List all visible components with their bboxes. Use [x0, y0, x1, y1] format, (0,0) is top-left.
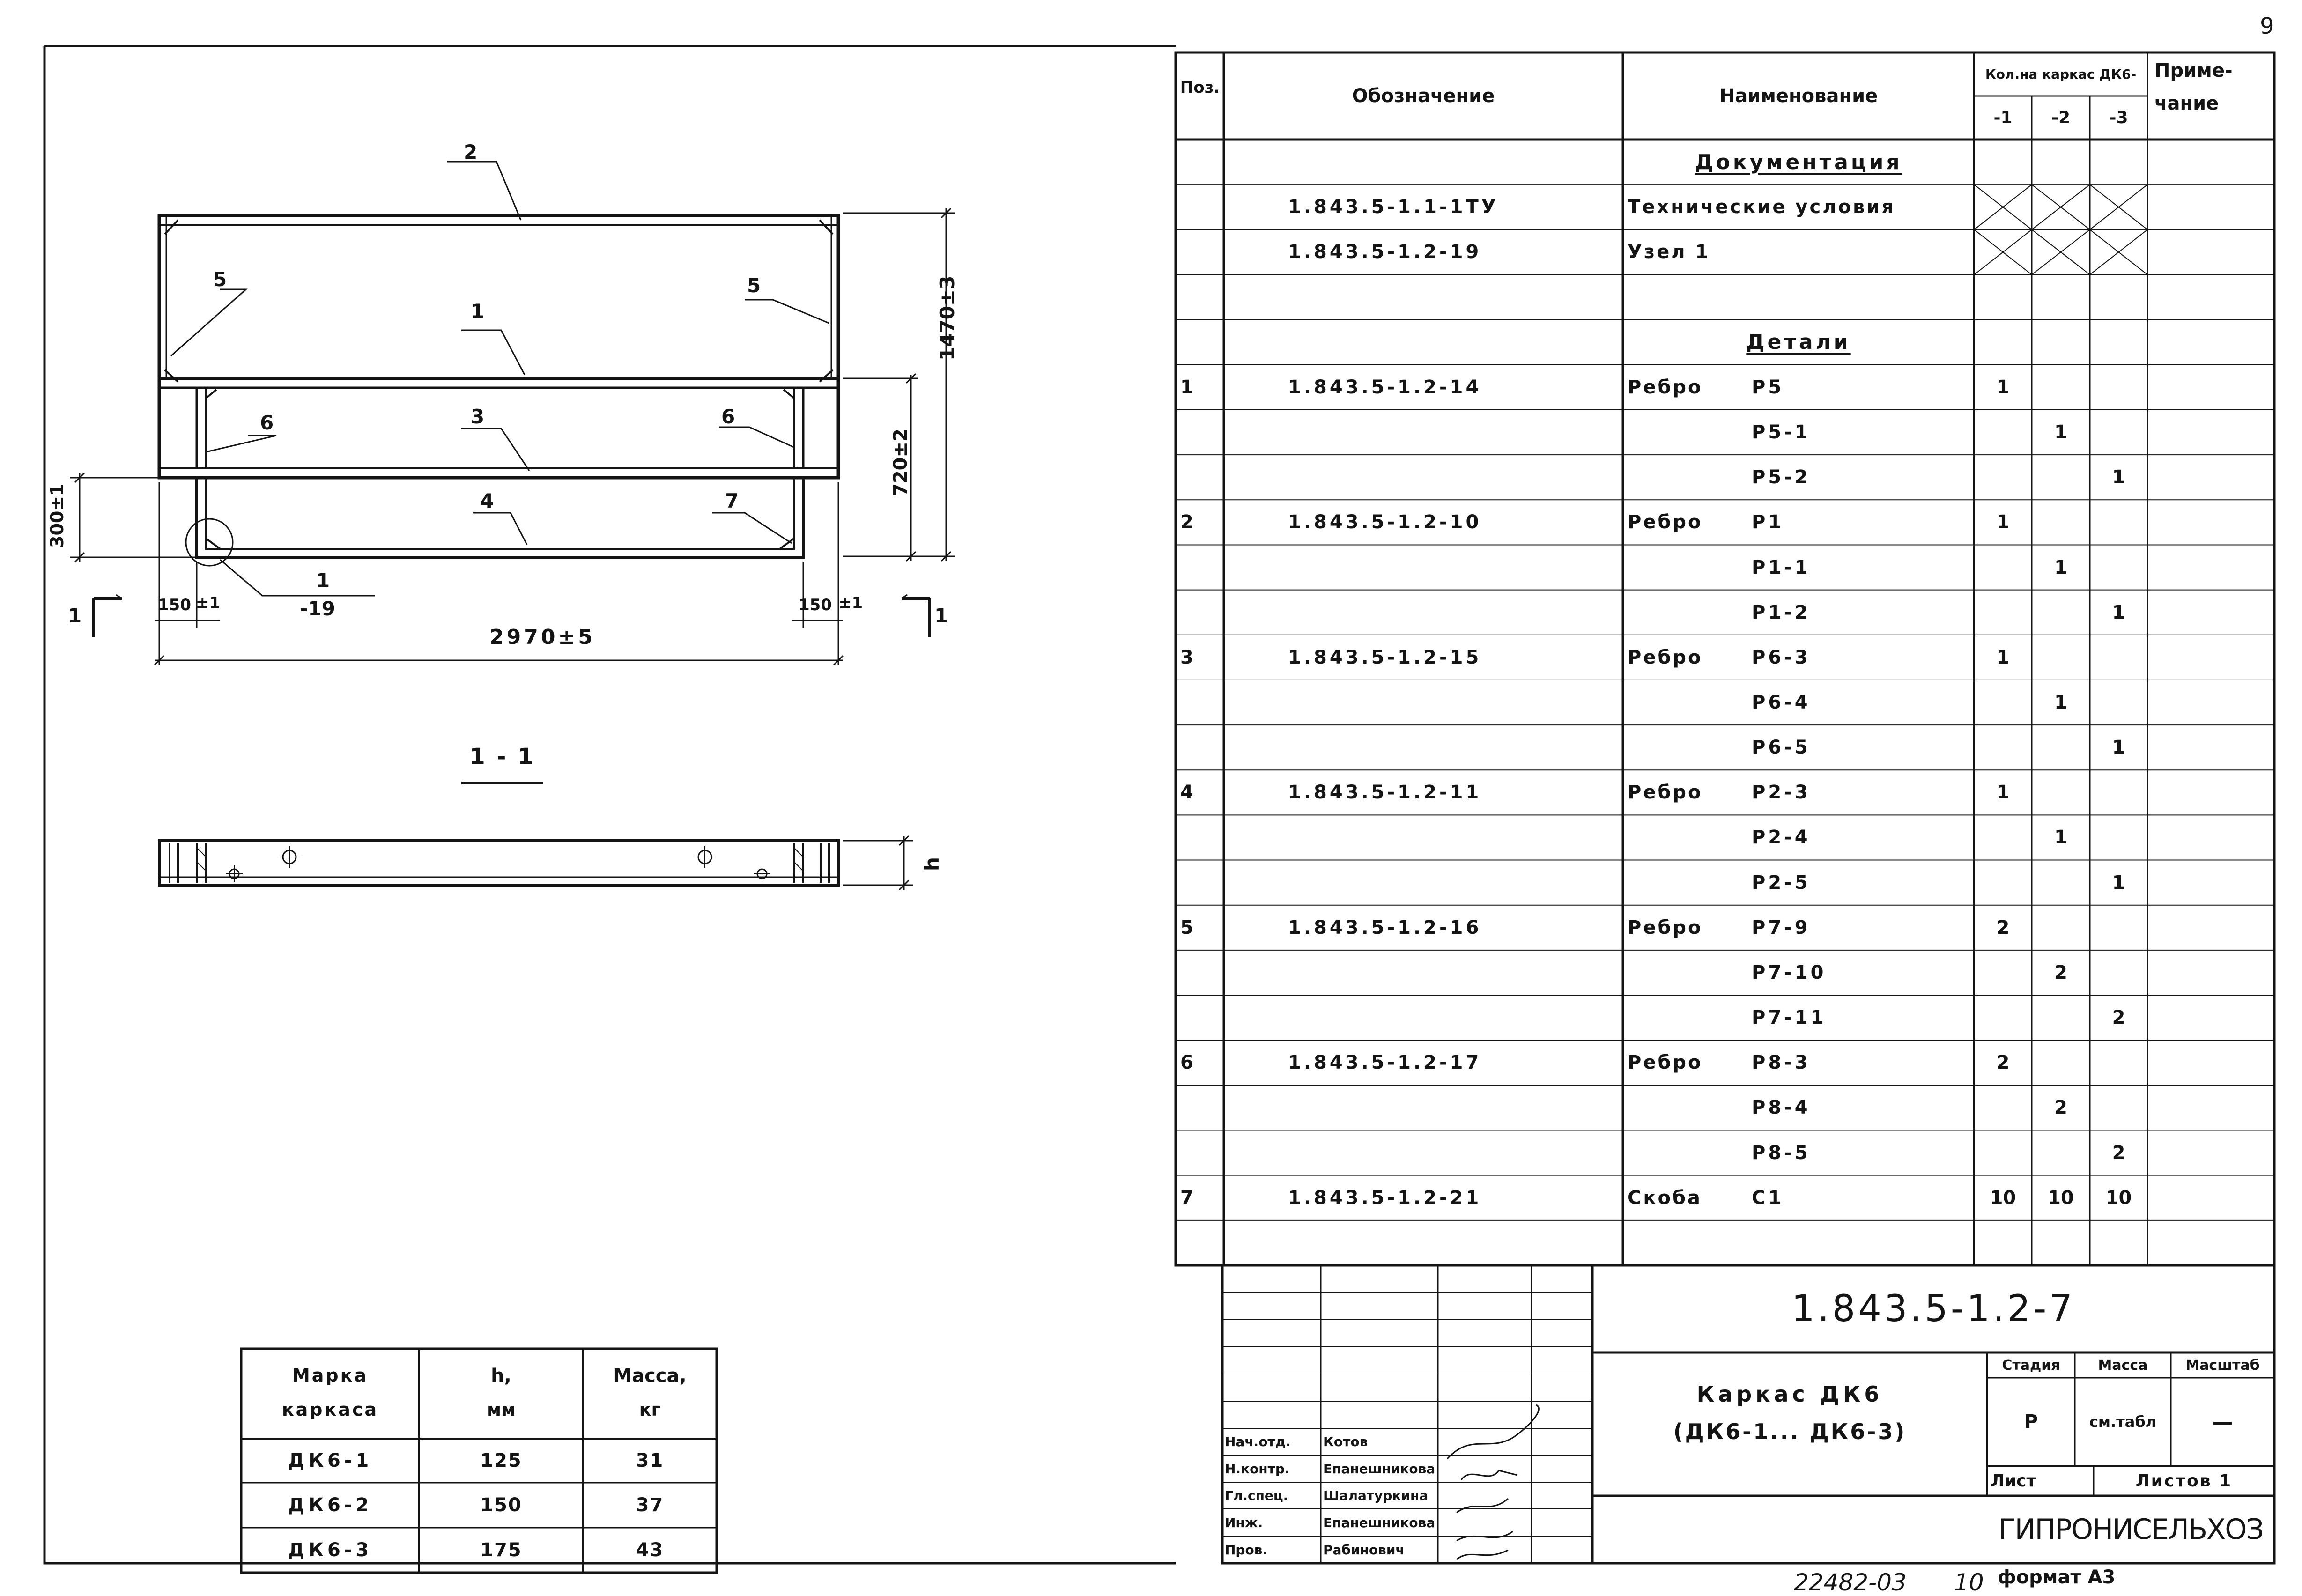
spec-mark: Р6-4: [1752, 691, 1811, 713]
mass-header-mass-l1: Масса,: [613, 1365, 687, 1387]
spec-mark: [1752, 229, 1967, 274]
mass-h-cell: 125: [480, 1450, 522, 1471]
spec-part-name: [1628, 274, 1749, 319]
dim-720: 720±2: [890, 429, 911, 496]
section-title: 1 - 1: [469, 744, 535, 770]
spec-qty-1: [1974, 320, 2032, 365]
header-designation: Обозначение: [1352, 85, 1495, 107]
signer-name: Котов: [1323, 1434, 1368, 1450]
spec-qty-1: [1974, 545, 2032, 590]
spec-qty-3: [2090, 320, 2147, 365]
dim-300: 300±1: [47, 483, 67, 548]
spec-designation: 1.843.5-1.2-14: [1288, 376, 1482, 398]
mass-header-mass-l2: кг: [639, 1399, 661, 1420]
spec-qty-2: [2032, 860, 2090, 905]
spec-part-name: Ребро: [1628, 376, 1703, 398]
spec-qty-1: [1974, 590, 2032, 635]
spec-section-heading: Документация: [1695, 150, 1902, 174]
spec-qty-1: [1974, 1220, 2032, 1265]
spec-pos: [1180, 274, 1222, 319]
spec-mark: Р8-3: [1752, 1052, 1811, 1074]
spec-pos: [1180, 185, 1222, 229]
spec-pos: 5: [1180, 916, 1193, 938]
spec-mark: Р8-4: [1752, 1097, 1811, 1119]
dim-150-right: 150: [799, 596, 832, 614]
spec-pos: 7: [1180, 1187, 1193, 1209]
spec-designation: 1.843.5-1.1-1ТУ: [1288, 196, 1499, 218]
spec-designation: [1288, 410, 1616, 455]
spec-mark: Р5-1: [1752, 421, 1811, 443]
stage-value: Р: [2024, 1411, 2038, 1433]
spec-designation: 1.843.5-1.2-17: [1288, 1052, 1482, 1074]
spec-qty-2: [2032, 500, 2090, 545]
spec-qty-1: [1974, 410, 2032, 455]
mass-label: Масса: [2098, 1357, 2148, 1374]
spec-mark: Р1-1: [1752, 556, 1811, 578]
spec-pos: [1180, 1130, 1222, 1175]
dim-150-left: 150: [158, 596, 191, 614]
cut-mark-right: 1: [934, 604, 948, 627]
title-line-2: (ДК6-1... ДК6-3): [1673, 1419, 1907, 1444]
spec-qty-2: 2: [2054, 961, 2067, 983]
spec-designation: 1.843.5-1.2-10: [1288, 511, 1482, 533]
spec-qty-1: [1974, 185, 2032, 229]
spec-qty-3: [2090, 140, 2147, 185]
spec-qty-1: 1: [1996, 511, 2010, 533]
spec-pos: [1180, 590, 1222, 635]
spec-designation: 1.843.5-1.2-19: [1288, 241, 1482, 263]
spec-part-name: Скоба: [1628, 1187, 1702, 1209]
signer-role: Нач.отд.: [1225, 1434, 1291, 1450]
dim-h: h: [920, 857, 943, 871]
spec-part-name: [1628, 590, 1749, 635]
spec-part-name: [1628, 725, 1749, 770]
spec-pos: [1180, 140, 1222, 185]
spec-qty-1: [1974, 860, 2032, 905]
spec-designation: [1288, 320, 1616, 365]
spec-qty-3: [2090, 770, 2147, 815]
sheets-label: Листов 1: [2135, 1471, 2233, 1491]
stage-label: Стадия: [2002, 1357, 2060, 1374]
mass-header-h-l2: мм: [486, 1399, 516, 1420]
spec-qty-1: [1974, 950, 2032, 995]
spec-qty-3: [2090, 635, 2147, 680]
spec-qty-2: [2032, 1220, 2090, 1265]
organization: ГИПРОНИСЕЛЬХОЗ: [1999, 1513, 2263, 1546]
spec-qty-1: 2: [1996, 1052, 2010, 1074]
spec-qty-3: [2090, 500, 2147, 545]
spec-designation: [1288, 950, 1616, 995]
page-number: 9: [2260, 13, 2274, 39]
spec-part-name: Ребро: [1628, 916, 1703, 938]
spec-pos: [1180, 815, 1222, 860]
spec-qty-3: [2090, 905, 2147, 950]
spec-part-name: [1628, 1130, 1749, 1175]
spec-pos: [1180, 950, 1222, 995]
header-qty-3: -3: [2109, 108, 2128, 127]
spec-qty-3: [2090, 680, 2147, 725]
spec-qty-3: [2090, 545, 2147, 590]
mass-header-mark-l1: Марка: [292, 1365, 369, 1386]
spec-designation: [1288, 680, 1616, 725]
spec-pos: [1180, 860, 1222, 905]
spec-qty-2: [2032, 770, 2090, 815]
spec-qty-3: 2: [2112, 1007, 2125, 1029]
section-1-1: [159, 783, 913, 890]
spec-designation: [1288, 140, 1616, 185]
spec-designation: [1288, 1085, 1616, 1130]
header-name: Наименование: [1719, 85, 1878, 107]
leader-5-right: 5: [747, 274, 761, 297]
sheet-label: Лист: [1991, 1471, 2036, 1491]
mass-header-h-l1: h,: [491, 1365, 511, 1387]
spec-part-name: [1628, 995, 1749, 1040]
dim-150-left-tol: ±1: [196, 594, 221, 613]
spec-qty-3: [2090, 1040, 2147, 1085]
spec-designation: [1288, 590, 1616, 635]
spec-qty-3: [2090, 185, 2147, 229]
spec-qty-3: 10: [2105, 1187, 2132, 1209]
spec-qty-1: 2: [1996, 916, 2010, 938]
leader-6-right: 6: [721, 405, 735, 428]
spec-qty-3: 1: [2112, 737, 2125, 759]
spec-qty-2: [2032, 365, 2090, 410]
spec-mark: Р7-9: [1752, 916, 1811, 938]
mass-value: см.табл: [2089, 1413, 2157, 1431]
frame-elevation: [70, 162, 955, 665]
spec-part-name: [1628, 950, 1749, 995]
spec-pos: [1180, 995, 1222, 1040]
leader-2: 2: [464, 140, 478, 163]
spec-part-name: [1628, 815, 1749, 860]
spec-qty-3: 2: [2112, 1142, 2125, 1164]
spec-qty-1: 1: [1996, 646, 2010, 668]
format-label: формат А3: [1998, 1566, 2116, 1588]
spec-qty-2: [2032, 140, 2090, 185]
spec-qty-2: 1: [2054, 691, 2067, 713]
archive-number: 22482-03: [1794, 1569, 1907, 1596]
spec-mark: Р1-2: [1752, 601, 1811, 623]
spec-qty-3: [2090, 950, 2147, 995]
spec-qty-3: [2090, 410, 2147, 455]
spec-part-name: [1628, 545, 1749, 590]
spec-qty-2: [2032, 905, 2090, 950]
spec-pos: [1180, 410, 1222, 455]
dim-2970: 2970±5: [489, 625, 595, 649]
leader-6-left: 6: [260, 411, 274, 434]
leader-4: 4: [480, 489, 494, 512]
spec-pos: 2: [1180, 511, 1193, 533]
spec-qty-1: [1974, 229, 2032, 274]
spec-part-name: Ребро: [1628, 782, 1703, 804]
spec-part-name: [1628, 455, 1749, 500]
spec-qty-3: [2090, 1220, 2147, 1265]
spec-qty-3: 1: [2112, 466, 2125, 488]
spec-qty-1: [1974, 455, 2032, 500]
header-note-l2: чание: [2154, 93, 2219, 114]
mass-h-cell: 150: [480, 1494, 522, 1516]
spec-qty-2: 1: [2054, 827, 2067, 849]
title-line-1: Каркас ДК6: [1696, 1382, 1883, 1407]
spec-mark: Р1: [1752, 511, 1784, 533]
header-qty-1: -1: [1993, 108, 2013, 127]
spec-designation: [1288, 455, 1616, 500]
dim-1470: 1470±3: [936, 275, 959, 361]
leader-3: 3: [471, 405, 485, 428]
spec-pos: [1180, 455, 1222, 500]
spec-designation: [1288, 995, 1616, 1040]
signer-name: Епанешникова: [1323, 1461, 1436, 1477]
mass-h-cell: 175: [480, 1539, 522, 1561]
spec-qty-2: [2032, 274, 2090, 319]
spec-part-name: [1628, 1085, 1749, 1130]
spec-qty-1: 1: [1996, 376, 2010, 398]
spec-qty-3: [2090, 229, 2147, 274]
spec-mark: Р5: [1752, 376, 1784, 398]
header-qty-group: Кол.на каркас ДК6-: [1985, 66, 2137, 82]
spec-part-name: [1628, 1220, 1749, 1265]
spec-part-name: Ребро: [1628, 646, 1703, 668]
node-number: 1: [316, 569, 330, 592]
spec-section-heading: Детали: [1746, 330, 1851, 355]
spec-qty-2: [2032, 455, 2090, 500]
spec-mark: Р6-5: [1752, 737, 1811, 759]
node-sheet: -19: [300, 597, 335, 620]
signer-role: Пров.: [1225, 1542, 1268, 1558]
spec-qty-2: [2032, 635, 2090, 680]
signer-name: Рабинович: [1323, 1542, 1405, 1558]
spec-qty-2: [2032, 995, 2090, 1040]
spec-designation: [1288, 1130, 1616, 1175]
header-pos: Поз.: [1180, 78, 1220, 97]
spec-part-name: Технические условия: [1628, 196, 1895, 218]
spec-mark: Р2-3: [1752, 782, 1811, 804]
spec-qty-2: 2: [2054, 1097, 2067, 1119]
spec-qty-2: [2032, 590, 2090, 635]
spec-qty-2: [2032, 725, 2090, 770]
spec-designation: [1288, 1220, 1616, 1265]
mass-mass-cell: 37: [636, 1494, 664, 1516]
spec-mark: Р2-5: [1752, 872, 1811, 894]
spec-qty-1: [1974, 815, 2032, 860]
header-note-l1: Приме-: [2154, 60, 2233, 81]
spec-qty-1: 10: [1990, 1187, 2016, 1209]
spec-qty-3: 1: [2112, 601, 2125, 623]
dim-150-right-tol: ±1: [838, 594, 863, 613]
spec-pos: 3: [1180, 646, 1193, 668]
mass-mark-cell: ДК6-1: [288, 1450, 373, 1471]
mass-mark-cell: ДК6-3: [288, 1539, 373, 1561]
spec-qty-1: [1974, 995, 2032, 1040]
spec-qty-3: 1: [2112, 872, 2125, 894]
spec-qty-1: [1974, 1130, 2032, 1175]
spec-designation: 1.843.5-1.2-16: [1288, 916, 1482, 938]
document-code: 1.843.5-1.2-7: [1791, 1288, 2075, 1330]
spec-designation: [1288, 725, 1616, 770]
signer-name: Епанешникова: [1323, 1515, 1436, 1531]
mass-mark-cell: ДК6-2: [288, 1494, 373, 1516]
spec-pos: 1: [1180, 376, 1193, 398]
spec-designation: [1288, 545, 1616, 590]
signer-role: Инж.: [1225, 1515, 1263, 1531]
mass-mass-cell: 31: [636, 1450, 664, 1471]
leader-1: 1: [471, 300, 485, 323]
spec-pos: [1180, 680, 1222, 725]
spec-designation: 1.843.5-1.2-15: [1288, 646, 1482, 668]
spec-part-name: Ребро: [1628, 511, 1703, 533]
spec-pos: [1180, 320, 1222, 365]
spec-mark: Р6-3: [1752, 646, 1811, 668]
spec-pos: [1180, 545, 1222, 590]
spec-designation: [1288, 274, 1616, 319]
spec-qty-2: [2032, 229, 2090, 274]
spec-qty-3: [2090, 365, 2147, 410]
spec-part-name: [1628, 680, 1749, 725]
spec-part-name: Ребро: [1628, 1052, 1703, 1074]
spec-qty-3: [2090, 274, 2147, 319]
spec-part-name: Узел 1: [1628, 241, 1710, 263]
spec-mark: [1752, 185, 1967, 229]
spec-pos: 6: [1180, 1052, 1193, 1074]
spec-qty-1: [1974, 274, 2032, 319]
spec-qty-2: 10: [2048, 1187, 2074, 1209]
spec-pos: [1180, 725, 1222, 770]
spec-qty-2: [2032, 1130, 2090, 1175]
spec-mark: Р7-11: [1752, 1007, 1827, 1029]
spec-qty-2: 1: [2054, 556, 2067, 578]
spec-mark: Р7-10: [1752, 961, 1827, 983]
scale-value: —: [2212, 1410, 2233, 1434]
signer-role: Н.контр.: [1225, 1461, 1290, 1477]
scale-label: Масштаб: [2185, 1357, 2260, 1374]
spec-qty-2: [2032, 1040, 2090, 1085]
spec-designation: 1.843.5-1.2-11: [1288, 782, 1482, 804]
leader-5-left: 5: [213, 268, 227, 291]
spec-part-name: [1628, 860, 1749, 905]
mass-header-mark-l2: каркаса: [281, 1399, 379, 1420]
spec-pos: 4: [1180, 782, 1193, 804]
spec-mark: С1: [1752, 1187, 1784, 1209]
spec-mark: Р2-4: [1752, 827, 1811, 849]
signer-name: Шалатуркина: [1323, 1488, 1429, 1504]
spec-qty-2: [2032, 185, 2090, 229]
cut-mark-left: 1: [68, 604, 82, 627]
spec-qty-3: [2090, 1085, 2147, 1130]
spec-designation: [1288, 815, 1616, 860]
spec-mark: Р5-2: [1752, 466, 1811, 488]
spec-qty-2: 1: [2054, 421, 2067, 443]
spec-qty-1: [1974, 140, 2032, 185]
spec-pos: [1180, 1220, 1222, 1265]
leader-7: 7: [725, 489, 739, 512]
spec-qty-2: [2032, 320, 2090, 365]
spec-mark: [1752, 274, 1967, 319]
spec-designation: 1.843.5-1.2-21: [1288, 1187, 1482, 1209]
spec-mark: Р8-5: [1752, 1142, 1811, 1164]
spec-qty-1: [1974, 725, 2032, 770]
mass-mass-cell: 43: [636, 1539, 664, 1561]
signer-role: Гл.спец.: [1225, 1488, 1288, 1504]
spec-mark: [1752, 1220, 1967, 1265]
spec-pos: [1180, 1085, 1222, 1130]
spec-qty-1: [1974, 1085, 2032, 1130]
spec-designation: [1288, 860, 1616, 905]
spec-qty-1: 1: [1996, 782, 2010, 804]
spec-pos: [1180, 229, 1222, 274]
spec-qty-1: [1974, 680, 2032, 725]
header-qty-2: -2: [2051, 108, 2070, 127]
copy-number: 10: [1954, 1569, 1984, 1596]
spec-qty-3: [2090, 815, 2147, 860]
spec-part-name: [1628, 410, 1749, 455]
